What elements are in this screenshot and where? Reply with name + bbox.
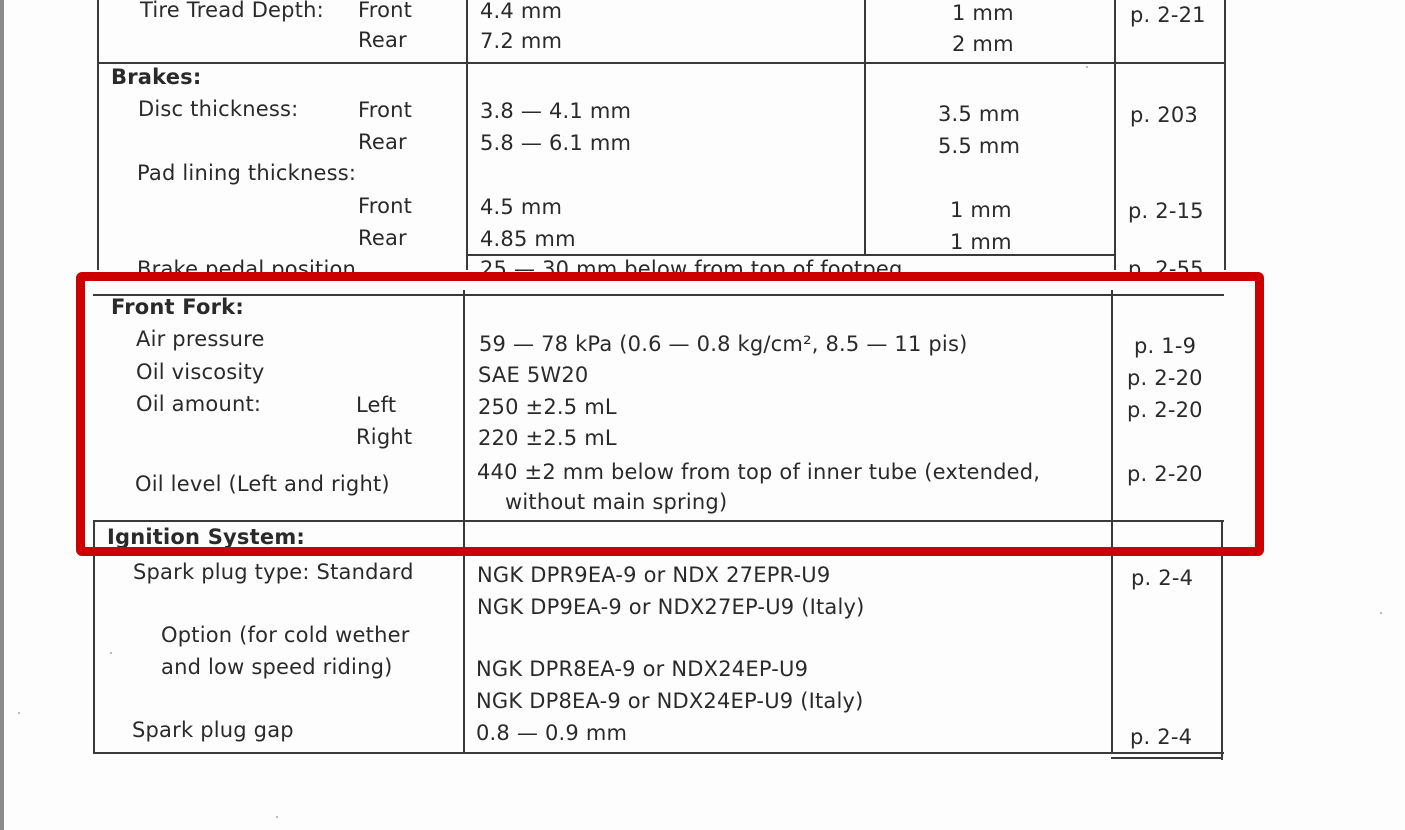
spark-plug-option-1: NGK DPR8EA-9 or NDX24EP-U9 [476,657,809,681]
spark-plug-standard-1: NGK DPR9EA-9 or NDX 27EPR-U9 [477,563,831,587]
tire-rear-limit: 2 mm [952,32,1014,56]
table-bottom-border [93,752,1224,754]
left-page-edge [0,0,4,830]
spark-plug-ref: p. 2-4 [1131,566,1194,590]
spark-plug-gap-ref: p. 2-4 [1130,725,1193,749]
pad-front-limit: 1 mm [950,198,1012,222]
tire-page-ref: p. 2-21 [1130,3,1206,27]
brake-pedal-label: Brake pedal position [137,257,357,281]
tire-row-clip [0,0,1405,60]
spark-plug-gap-value: 0.8 — 0.9 mm [476,721,628,745]
scan-speck [1086,66,1088,68]
oil-viscosity-ref: p. 2-20 [1127,366,1203,390]
oil-amount-left-label: Left [356,393,397,417]
brake-pedal-ref: p. 2-55 [1128,257,1204,281]
spark-plug-option-2: NGK DP8EA-9 or NDX24EP-U9 (Italy) [476,689,864,713]
air-pressure-value: 59 — 78 kPa (0.6 — 0.8 kg/cm², 8.5 — 11 pis) [479,332,968,356]
brake-pedal-row-clip [0,256,1405,281]
table-right-border [1221,520,1223,760]
oil-amount-label: Oil amount: [136,392,262,416]
pad-lining-label: Pad lining thickness: [137,161,357,185]
oil-level-value-line-1: 440 ±2 mm below from top of inner tube (extended, [477,460,1041,484]
disc-rear-limit: 5.5 mm [938,134,1021,158]
red-highlight-box [76,272,1264,556]
disc-front-limit: 3.5 mm [938,102,1021,126]
spark-plug-gap-label: Spark plug gap [132,718,294,742]
pad-rear-label: Rear [358,226,407,250]
oil-amount-ref: p. 2-20 [1127,398,1203,422]
pad-front-label: Front [358,194,413,218]
scan-speck [276,816,278,818]
pad-rear-limit: 1 mm [950,230,1012,254]
disc-rear-label: Rear [358,130,407,154]
air-pressure-label: Air pressure [136,327,265,351]
disc-page-ref: p. 203 [1130,103,1198,127]
oil-level-value-line-2: without main spring) [505,490,728,514]
spark-plug-type-label: Spark plug type: Standard [133,560,414,584]
pad-front-standard: 4.5 mm [480,195,563,219]
tire-rear-label: Rear [358,28,407,52]
row-divider [97,62,1226,64]
pad-rear-standard: 4.85 mm [480,227,576,251]
disc-front-standard: 3.8 — 4.1 mm [480,99,632,123]
oil-viscosity-label: Oil viscosity [136,360,265,384]
pad-page-ref: p. 2-15 [1128,199,1204,223]
disc-front-label: Front [358,98,413,122]
disc-rear-standard: 5.8 — 6.1 mm [480,131,632,155]
oil-level-label: Oil level (Left and right) [135,472,390,496]
tire-front-standard: 4.4 mm [480,0,563,23]
tire-front-label: Front [358,0,413,22]
brakes-heading: Brakes: [111,65,202,89]
front-fork-heading: Front Fork: [111,295,244,319]
tire-tread-label: Tire Tread Depth: [140,0,324,22]
tire-rear-standard: 7.2 mm [480,29,563,53]
oil-level-ref: p. 2-20 [1127,462,1203,486]
disc-thickness-label: Disc thickness: [138,97,299,121]
tire-front-limit: 1 mm [952,1,1014,25]
oil-amount-left-value: 250 ±2.5 mL [478,395,617,419]
table-bottom-border [1111,757,1223,759]
option-label-1: Option (for cold wether [161,623,410,647]
brake-pedal-value: 25 — 30 mm below from top of footpeg [480,257,903,281]
scan-speck [18,712,20,714]
spark-plug-standard-2: NGK DP9EA-9 or NDX27EP-U9 (Italy) [477,595,865,619]
oil-viscosity-value: SAE 5W20 [478,363,589,387]
oil-amount-right-label: Right [356,425,413,449]
scan-speck [1380,612,1382,614]
oil-amount-right-value: 220 ±2.5 mL [478,426,617,450]
air-pressure-ref: p. 1-9 [1134,334,1197,358]
option-label-2: and low speed riding) [161,655,393,679]
scan-speck [110,652,112,654]
ignition-heading: Ignition System: [107,525,305,549]
